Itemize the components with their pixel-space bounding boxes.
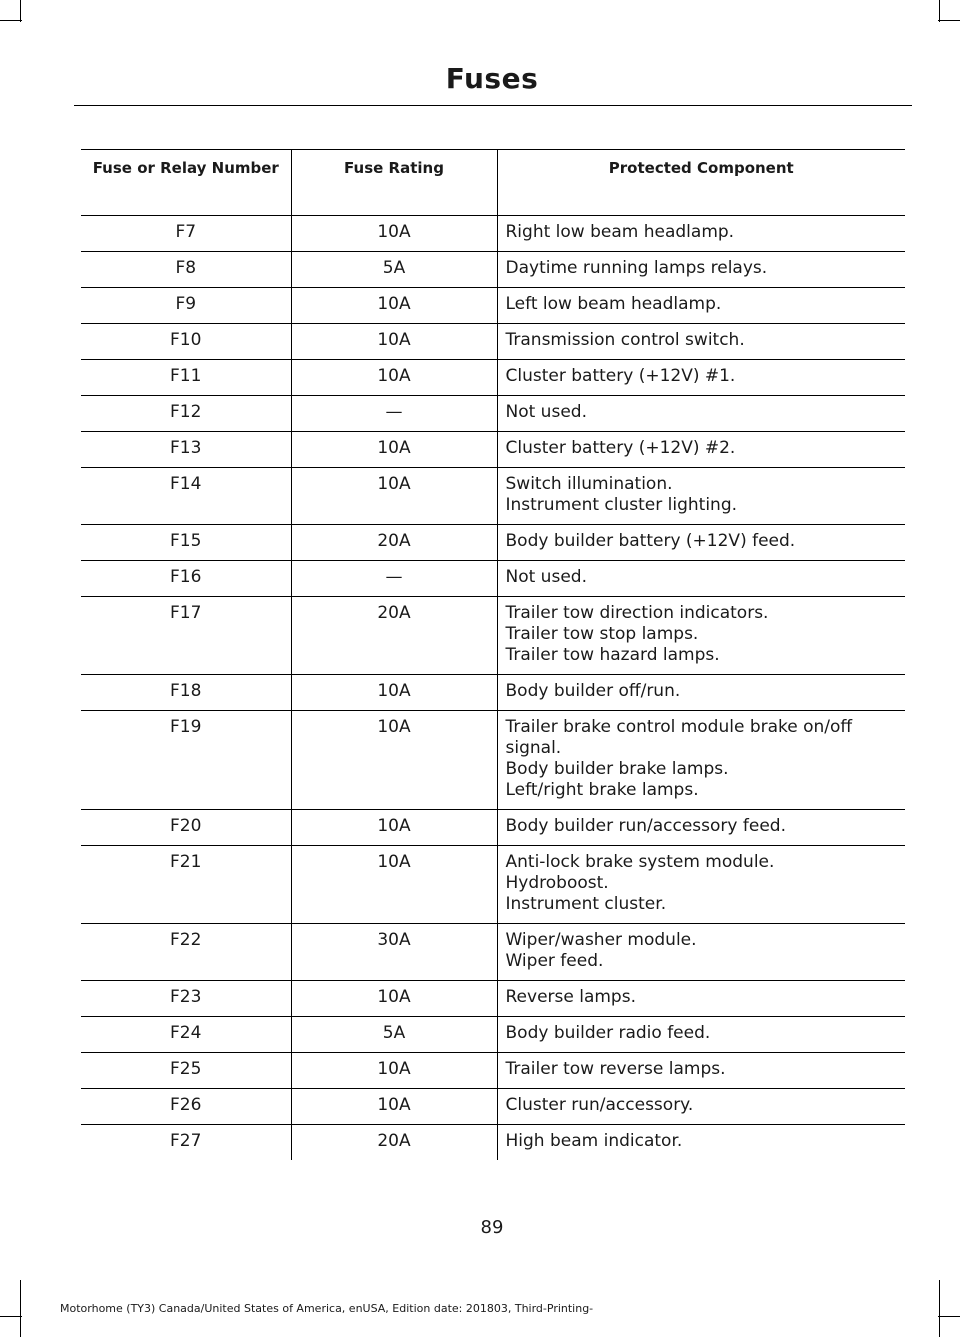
fuse-rating-cell: 10A: [291, 216, 497, 252]
table-row: [81, 216, 905, 252]
protected-component-line: Instrument cluster lighting.: [505, 495, 738, 515]
fuse-number-cell: F11: [81, 360, 291, 396]
fuse-rating-cell: 5A: [291, 252, 497, 288]
table-row: [81, 810, 905, 846]
fuse-number-cell: F20: [81, 810, 291, 846]
crop-mark-bottom-right-horizontal: [938, 1316, 960, 1317]
header-fuse-rating: Fuse Rating: [291, 150, 497, 216]
protected-component-line: Trailer tow reverse lamps.: [505, 1059, 726, 1079]
protected-component-line: Reverse lamps.: [505, 987, 636, 1007]
table-row: [81, 1125, 905, 1161]
fuse-rating-cell: 10A: [291, 468, 497, 525]
fuse-rating-cell: 10A: [291, 1053, 497, 1089]
protected-component-line: Not used.: [505, 567, 587, 587]
protected-component-cell: [497, 1089, 905, 1125]
fuse-rating-cell: 20A: [291, 1125, 497, 1161]
fuse-rating-cell: 10A: [291, 810, 497, 846]
protected-component-line: Cluster battery (+12V) #2.: [505, 438, 736, 458]
fuse-rating-cell: 10A: [291, 846, 497, 924]
table-row: [81, 1053, 905, 1089]
protected-component-cell: [497, 810, 905, 846]
table-row: [81, 711, 905, 810]
protected-component-cell: [497, 216, 905, 252]
fuse-rating-cell: 20A: [291, 525, 497, 561]
fuse-number-cell: F22: [81, 924, 291, 981]
fuse-rating-cell: 20A: [291, 597, 497, 675]
fuse-number-cell: F15: [81, 525, 291, 561]
fuse-number-cell: F27: [170, 1131, 202, 1151]
fuse-table: [81, 149, 905, 1160]
fuse-number-cell: F26: [81, 1089, 291, 1125]
table-row: [81, 1017, 905, 1053]
protected-component-line: Left low beam headlamp.: [505, 294, 722, 314]
fuse-rating-cell: 10A: [291, 981, 497, 1017]
protected-component-line: Anti-lock brake system module.: [505, 852, 775, 872]
protected-component-cell: [497, 846, 905, 924]
protected-component-line: Wiper/washer module.: [505, 930, 697, 950]
protected-component-cell: [497, 711, 905, 810]
table-row: [81, 360, 905, 396]
page-title: Fuses: [445, 62, 539, 95]
table-row: [81, 561, 905, 597]
protected-component-line: Cluster battery (+12V) #1.: [505, 366, 736, 386]
crop-mark-top-left-vertical: [20, 0, 21, 22]
protected-component-line: Trailer tow direction indicators.: [505, 603, 769, 623]
fuse-number-cell: F7: [81, 216, 291, 252]
table-row: [81, 924, 905, 981]
fuse-number-cell: F16: [81, 561, 291, 597]
table-body: [81, 216, 905, 1161]
fuse-rating-cell: 10A: [291, 675, 497, 711]
table-row: [81, 252, 905, 288]
protected-component-line: Body builder battery (+12V) feed.: [505, 531, 796, 551]
protected-component-line: Wiper feed.: [505, 951, 604, 971]
protected-component-cell: [497, 1053, 905, 1089]
crop-mark-bottom-left-vertical: [20, 1280, 21, 1337]
fuse-number-cell: F21: [81, 846, 291, 924]
fuse-rating-cell: 30A: [291, 924, 497, 981]
crop-mark-bottom-right-vertical: [939, 1280, 940, 1337]
crop-mark-bottom-left-horizontal: [0, 1316, 22, 1317]
protected-component-line: Left/right brake lamps.: [505, 780, 699, 800]
protected-component-cell: [497, 561, 905, 597]
table-row: [81, 288, 905, 324]
fuse-number-cell: F13: [81, 432, 291, 468]
protected-component-line: Not used.: [505, 402, 587, 422]
fuse-number-cell: F19: [81, 711, 291, 810]
protected-component-line: High beam indicator.: [505, 1131, 683, 1151]
table-header-row: [81, 150, 905, 216]
protected-component-line: Body builder radio feed.: [505, 1023, 711, 1043]
protected-component-line: Right low beam headlamp.: [505, 222, 735, 242]
title-divider: [74, 105, 912, 106]
protected-component-line: Body builder off/run.: [505, 681, 681, 701]
fuse-rating-cell: 10A: [291, 288, 497, 324]
protected-component-line: Transmission control switch.: [505, 330, 745, 350]
table-row: [81, 846, 905, 924]
protected-component-line: Trailer brake control module brake on/off signal.: [505, 717, 853, 758]
protected-component-line: Body builder run/accessory feed.: [505, 816, 786, 836]
footer-edition-text: Motorhome (TY3) Canada/United States of America, enUSA, Edition date: 201803, Third-Printing-: [60, 1302, 594, 1315]
fuse-number-cell: F24: [81, 1017, 291, 1053]
fuse-rating-cell: 10A: [291, 360, 497, 396]
table-row: [81, 468, 905, 525]
protected-component-cell: [497, 525, 905, 561]
table-row: [81, 324, 905, 360]
protected-component-line: Trailer tow hazard lamps.: [505, 645, 720, 665]
fuse-number-cell: F18: [81, 675, 291, 711]
fuse-rating-cell: 10A: [291, 432, 497, 468]
protected-component-line: Instrument cluster.: [505, 894, 667, 914]
fuse-rating-cell: 10A: [291, 711, 497, 810]
fuse-number-cell: F12: [81, 396, 291, 432]
fuse-rating-cell: 10A: [291, 324, 497, 360]
table-row: [81, 597, 905, 675]
protected-component-line: Switch illumination.: [505, 474, 673, 494]
protected-component-cell: [497, 981, 905, 1017]
table-row: [81, 1089, 905, 1125]
protected-component-line: Body builder brake lamps.: [505, 759, 729, 779]
protected-component-cell: [497, 396, 905, 432]
protected-component-line: Trailer tow stop lamps.: [505, 624, 699, 644]
crop-mark-top-right-horizontal: [938, 20, 960, 21]
crop-mark-top-left-horizontal: [0, 20, 22, 21]
protected-component-cell: [497, 288, 905, 324]
protected-component-cell: [497, 675, 905, 711]
protected-component-cell: [497, 597, 905, 675]
protected-component-line: Hydroboost.: [505, 873, 609, 893]
protected-component-cell: [497, 432, 905, 468]
protected-component-cell: [497, 924, 905, 981]
protected-component-cell: [497, 1125, 905, 1161]
fuse-number-cell: F17: [81, 597, 291, 675]
page-number: 89: [480, 1217, 504, 1238]
fuse-rating-cell: —: [291, 396, 497, 432]
table-row: [81, 981, 905, 1017]
protected-component-line: Cluster run/accessory.: [505, 1095, 694, 1115]
fuse-number-cell: F25: [81, 1053, 291, 1089]
fuse-rating-cell: —: [291, 561, 497, 597]
protected-component-cell: [497, 324, 905, 360]
crop-mark-top-right-vertical: [939, 0, 940, 22]
protected-component-cell: [497, 468, 905, 525]
protected-component-cell: [497, 1017, 905, 1053]
protected-component-line: Daytime running lamps relays.: [505, 258, 768, 278]
table-row: [81, 675, 905, 711]
table-row: [81, 432, 905, 468]
header-protected-component: Protected Component: [497, 150, 905, 216]
fuse-number-cell: F14: [81, 468, 291, 525]
header-fuse-number: Fuse or Relay Number: [81, 150, 291, 216]
fuse-number-cell: F8: [81, 252, 291, 288]
fuse-rating-cell: 10A: [291, 1089, 497, 1125]
protected-component-cell: [497, 252, 905, 288]
fuse-number-cell: F9: [81, 288, 291, 324]
fuse-number-cell: F23: [81, 981, 291, 1017]
fuse-rating-cell: 5A: [291, 1017, 497, 1053]
protected-component-cell: [497, 360, 905, 396]
table-row: [81, 525, 905, 561]
fuse-number-cell: F10: [81, 324, 291, 360]
table-row: [81, 396, 905, 432]
